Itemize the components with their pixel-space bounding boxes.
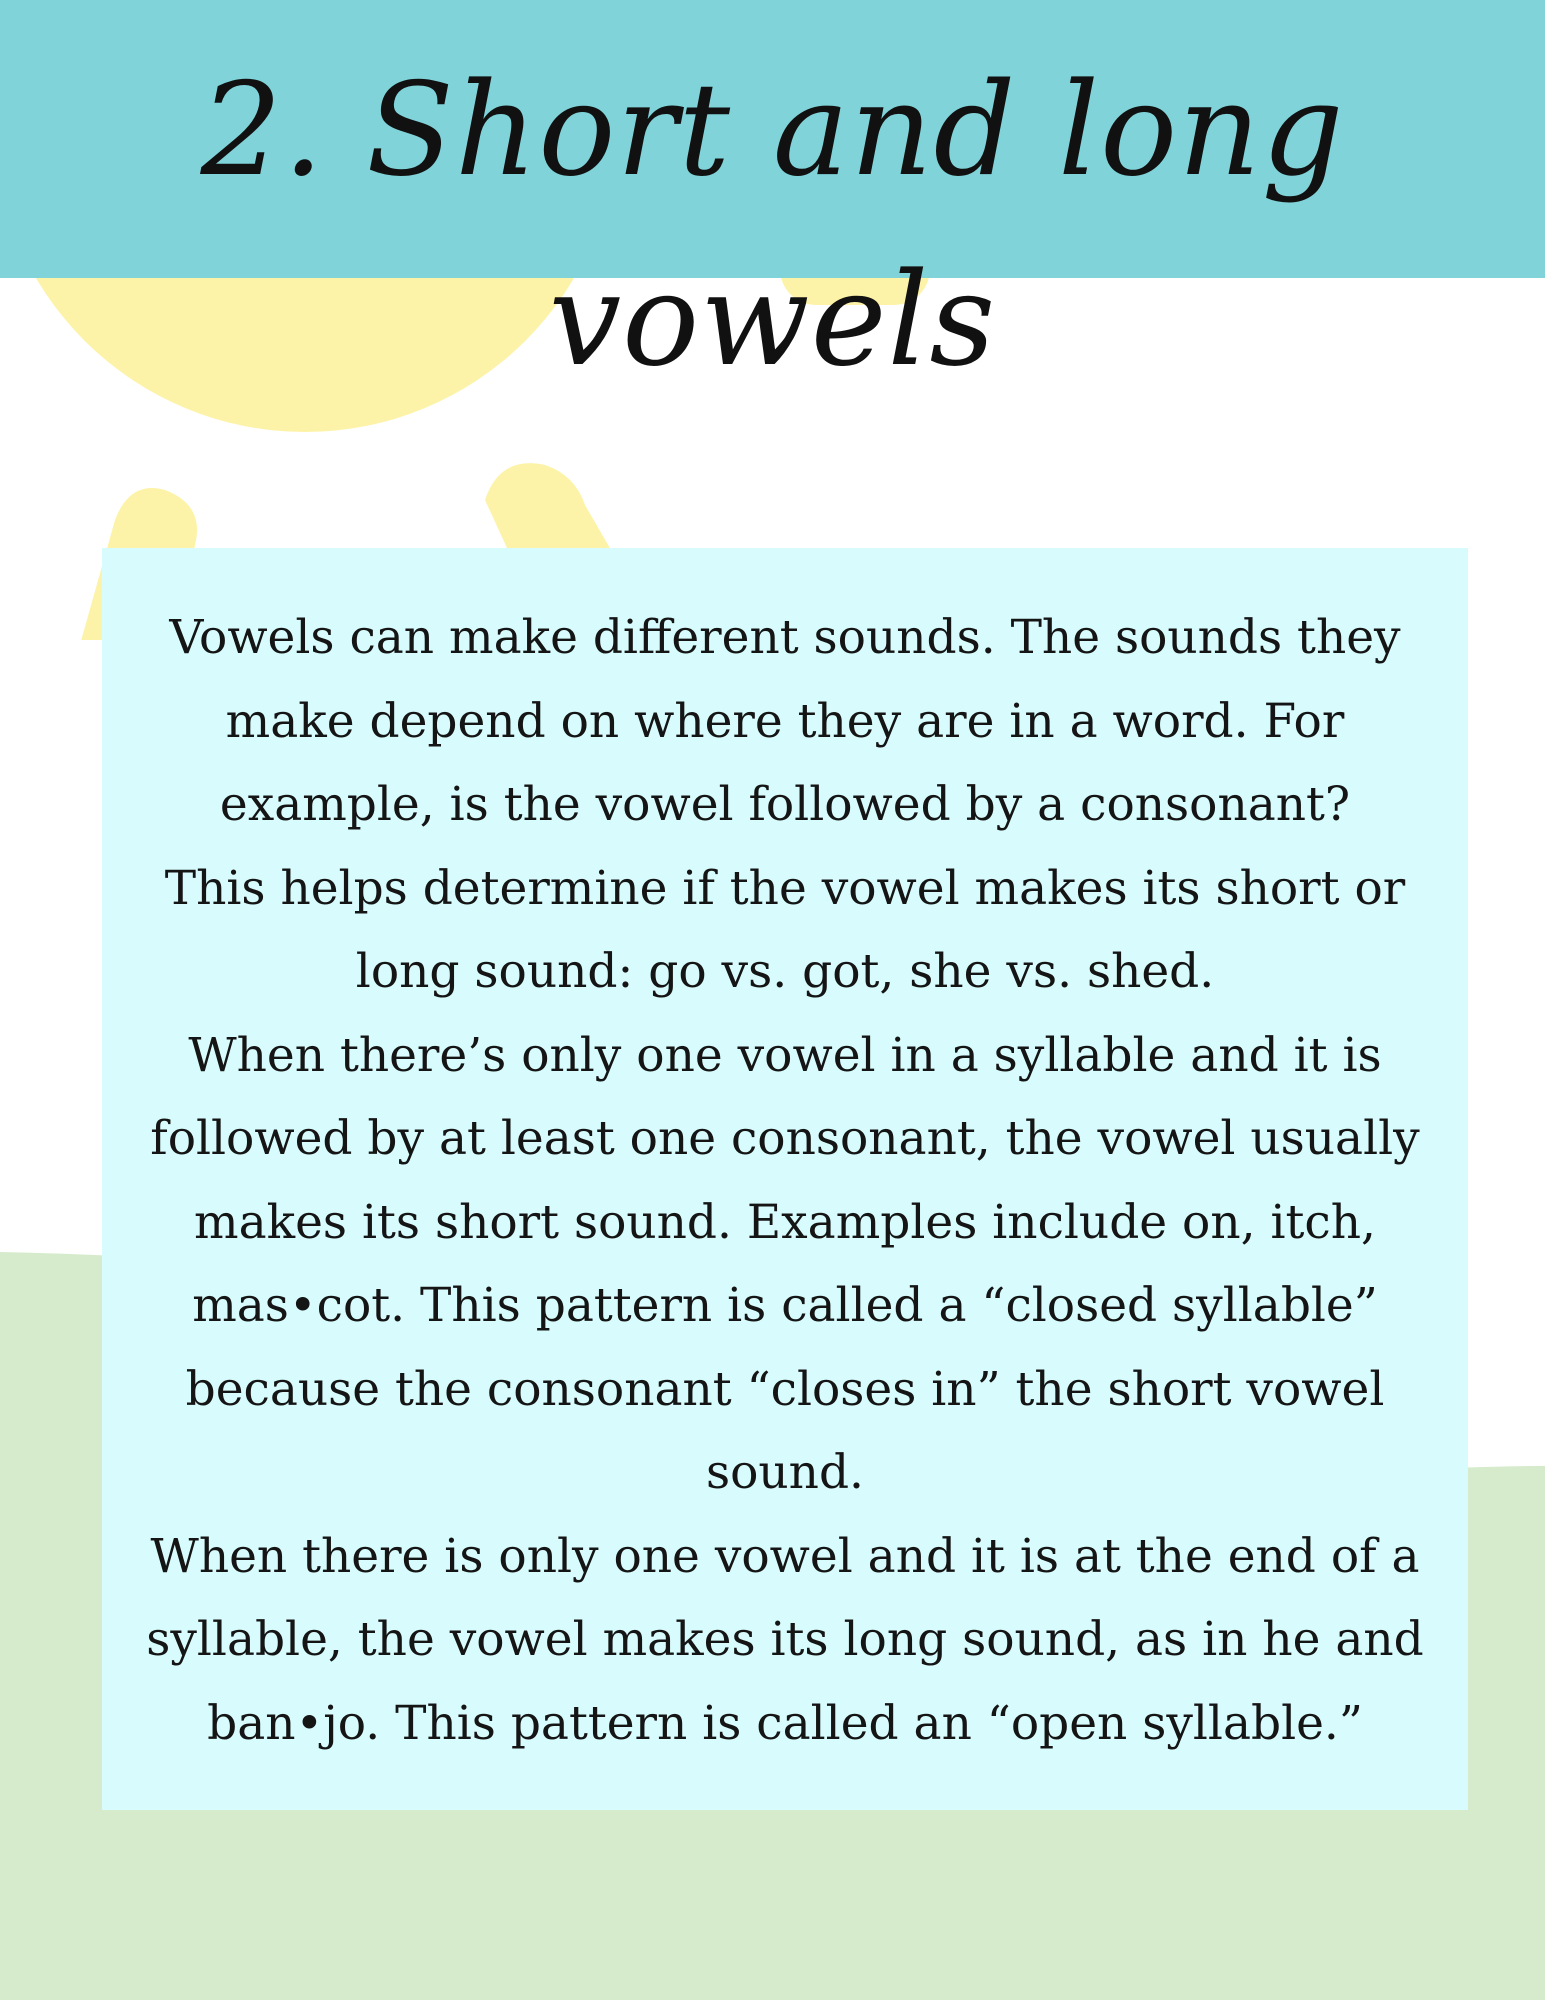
header-banner	[0, 0, 1545, 395]
paragraph-closed-syllable: When there’s only one vowel in a syllable and it is followed by at least one consonant, the vowel usually makes its short sound. Examples include on, itch, mas•cot. This pattern is called a “closed syllable” because the consonant “closes in” the short vowel sound.	[150, 1027, 1420, 1500]
page-title: 2. Short and long vowels	[200, 56, 1345, 395]
paragraph-intro: Vowels can make different sounds. The sounds they make depend on where they are in a word. For example, is the vowel followed by a consonant?	[169, 610, 1401, 832]
paragraph-short-long: This helps determine if the vowel makes its short or long sound: go vs. got, she vs. shed.	[164, 860, 1406, 999]
content-box	[102, 548, 1468, 1810]
paragraph-open-syllable: When there is only one vowel and it is at the end of a syllable, the vowel makes its long sound, as in he and ban•jo. This pattern is called an “open syllable.”	[146, 1528, 1424, 1751]
